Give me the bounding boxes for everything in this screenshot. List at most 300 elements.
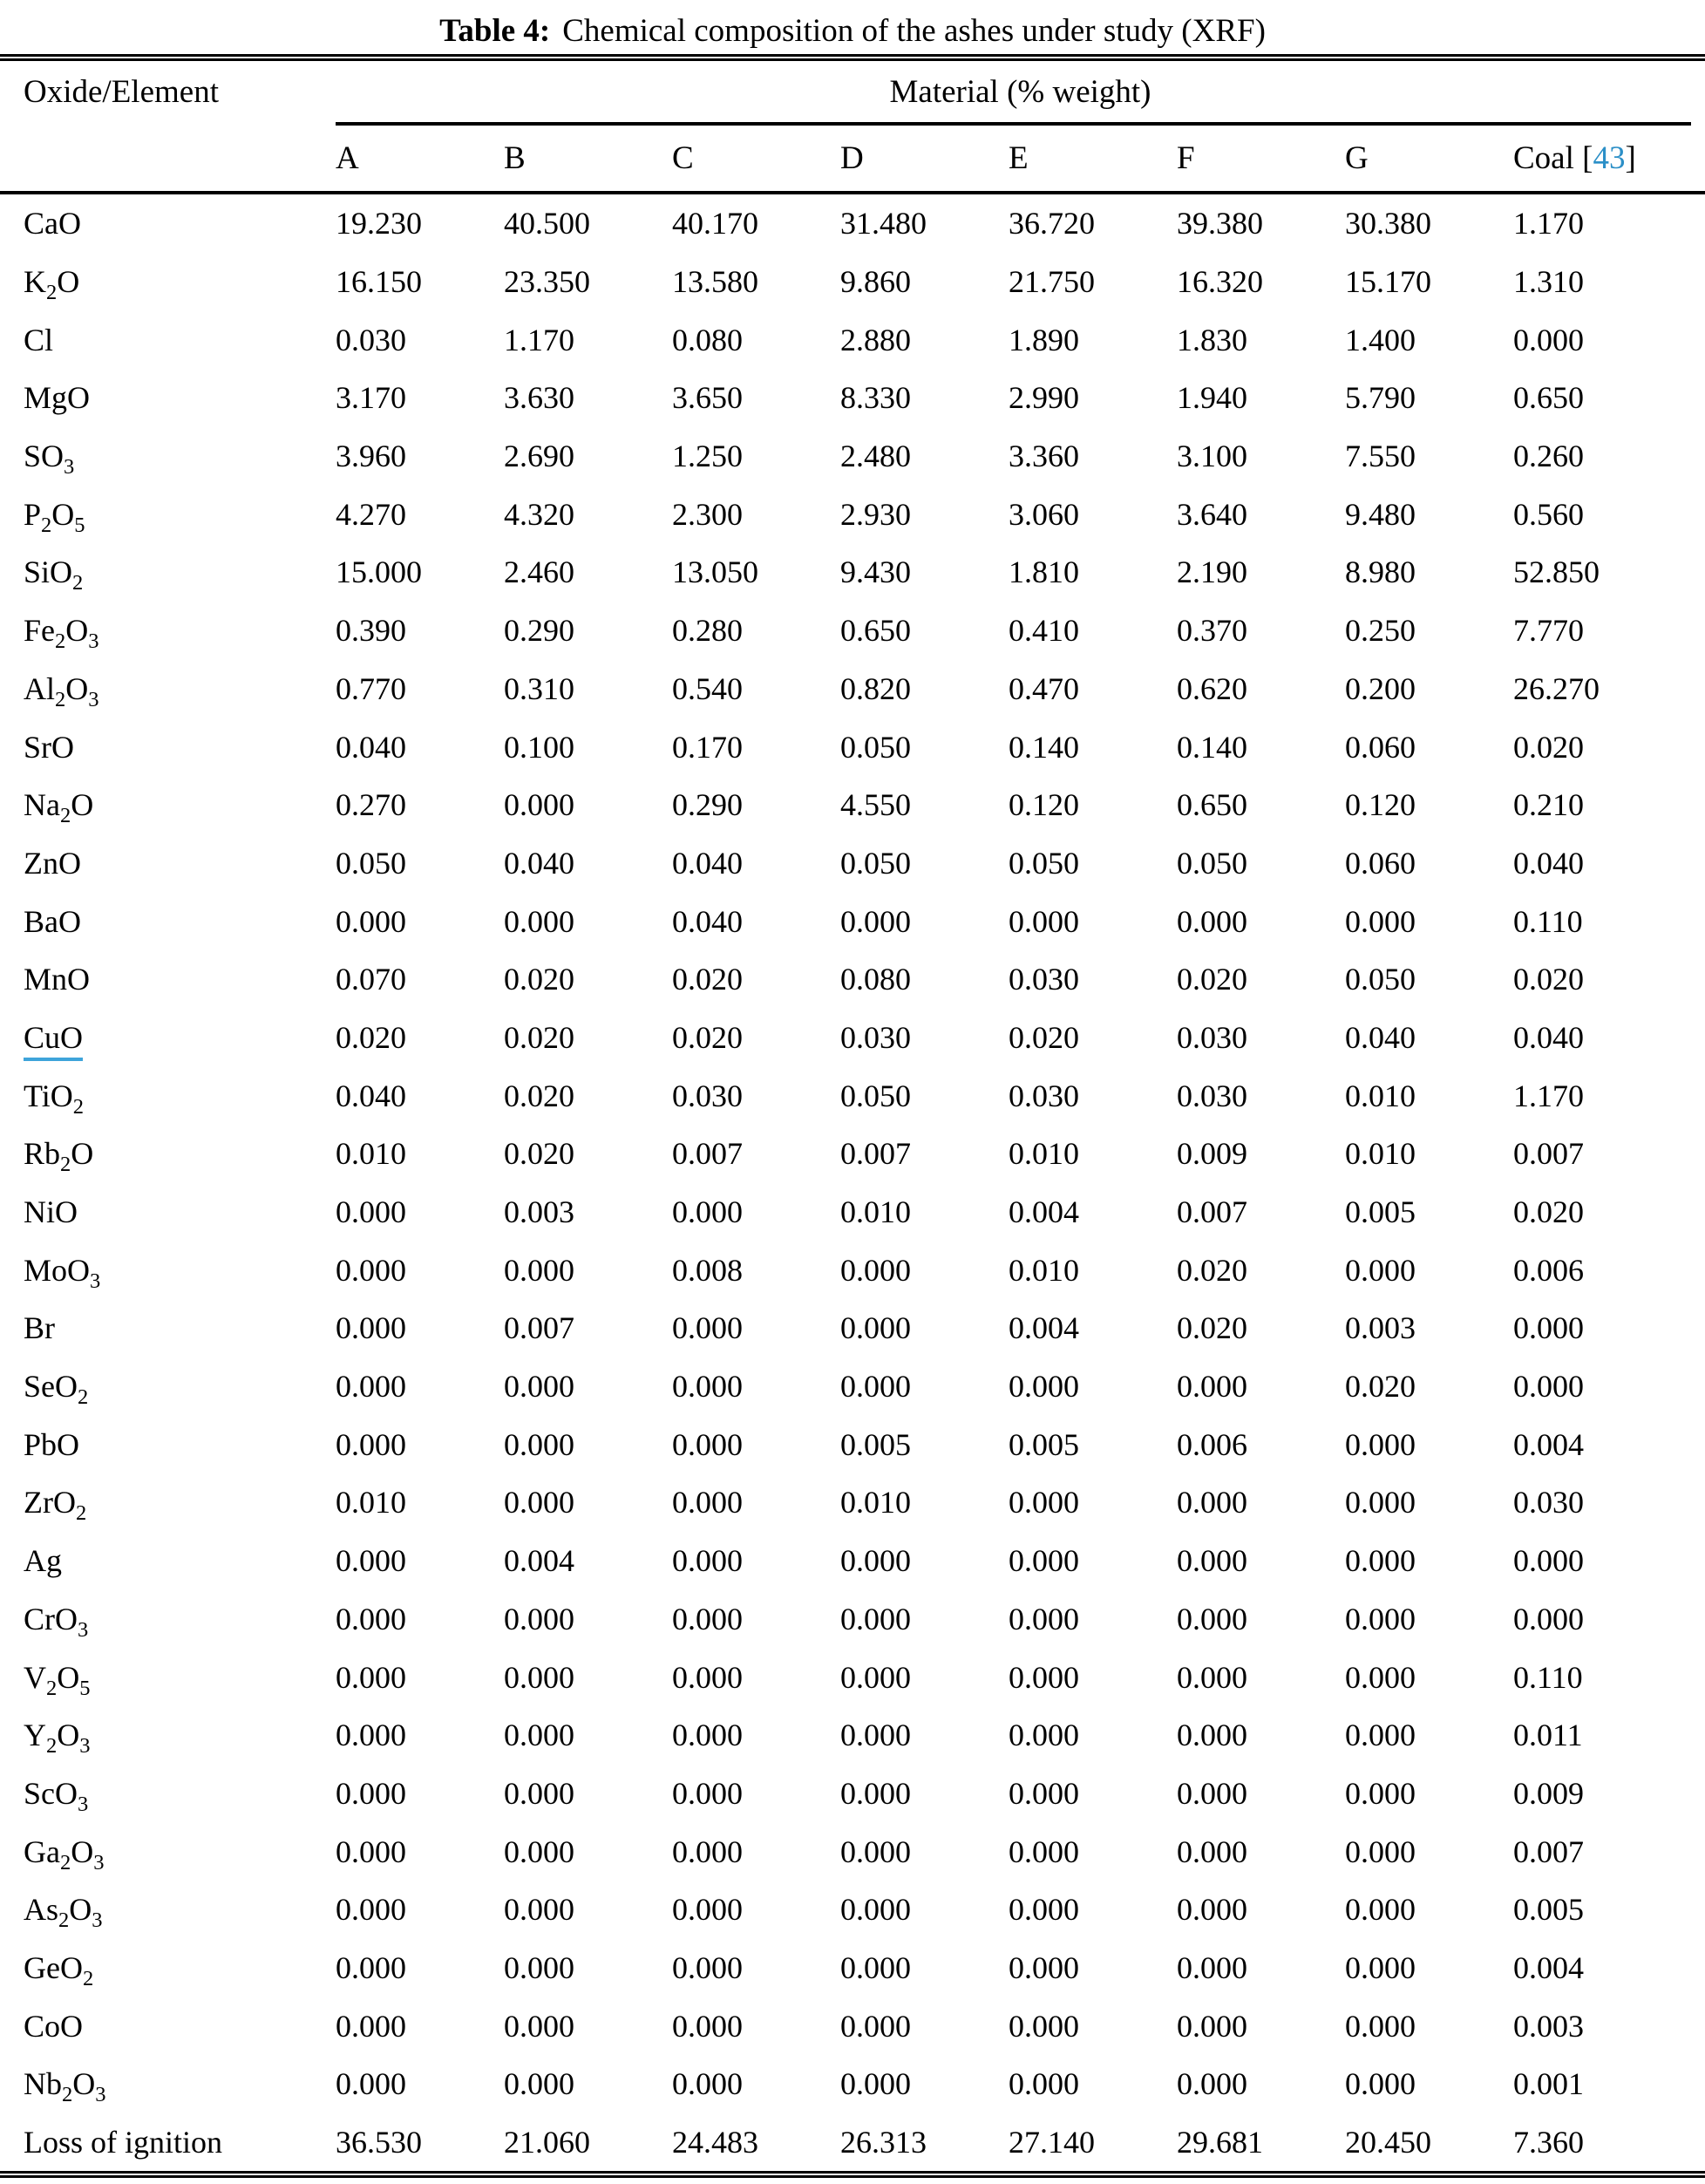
element-formula-cell <box>0 1078 336 1119</box>
table-row <box>0 1822 1705 1881</box>
value-cell: 0.000 <box>840 2008 911 2044</box>
value-cell: 0.030 <box>1177 1078 1247 1113</box>
element-formula-cell <box>0 1659 336 1700</box>
table-row <box>0 427 1705 486</box>
row-header-label: Oxide/Element <box>24 73 219 110</box>
table-row <box>0 1706 1705 1765</box>
value-cell: 0.000 <box>504 1659 574 1695</box>
value-cell: 0.070 <box>336 962 406 997</box>
value-cell: 0.000 <box>1177 1892 1247 1928</box>
value-cell: 3.650 <box>672 380 743 416</box>
value-cell: 0.000 <box>1513 1369 1584 1405</box>
value-cell: 0.000 <box>336 1310 406 1346</box>
value-cell: 0.560 <box>1513 496 1584 532</box>
element-formula: $K_2O$ <box>24 264 80 305</box>
element-formula-cell <box>0 496 336 537</box>
value-cell: 3.100 <box>1177 439 1247 474</box>
value-cell: 0.000 <box>672 1194 743 1230</box>
value-cell: 23.350 <box>504 264 590 300</box>
value-cell: 20.450 <box>1345 2125 1431 2160</box>
value-cell: 0.020 <box>672 1019 743 1055</box>
value-cell: 0.000 <box>1009 1659 1079 1695</box>
table-row <box>0 1881 1705 1939</box>
value-cell: 0.000 <box>336 1718 406 1753</box>
value-cell: 0.620 <box>1177 670 1247 706</box>
value-cell: 0.040 <box>336 729 406 765</box>
top-rule <box>0 54 1705 61</box>
value-cell: 16.320 <box>1177 264 1263 300</box>
value-cell: 1.170 <box>1513 1078 1584 1113</box>
coal-bracket-close: ] <box>1625 140 1636 176</box>
value-cell: 0.000 <box>1345 1718 1416 1753</box>
value-cell: 0.000 <box>1177 903 1247 939</box>
element-formula-cell <box>0 1252 336 1293</box>
value-cell: 1.830 <box>1177 322 1247 357</box>
element-formula-cell <box>0 670 336 712</box>
table-body <box>0 194 1705 2171</box>
value-cell: 0.020 <box>1345 1369 1416 1405</box>
value-cell: 0.006 <box>1177 1426 1247 1462</box>
element-formula-cell <box>0 729 336 765</box>
table-row <box>0 1532 1705 1590</box>
value-cell: 0.000 <box>672 1543 743 1579</box>
value-cell: 0.000 <box>1345 1543 1416 1579</box>
value-cell: 0.770 <box>336 670 406 706</box>
value-cell: 0.020 <box>336 1019 406 1055</box>
element-formula: $As_2O_3$ <box>24 1892 103 1933</box>
value-cell: 0.000 <box>1009 903 1079 939</box>
value-cell: 0.007 <box>1513 1136 1584 1172</box>
value-cell: 3.960 <box>336 439 406 474</box>
value-cell: 9.860 <box>840 264 911 300</box>
value-cell: 0.000 <box>1009 2066 1079 2102</box>
value-cell: 2.990 <box>1009 380 1079 416</box>
table-row <box>0 950 1705 1009</box>
element-formula: CrO$_3$ <box>24 1601 89 1643</box>
value-cell: 0.050 <box>1345 962 1416 997</box>
value-cell: 0.000 <box>504 1601 574 1636</box>
element-formula: Loss of ignition <box>24 2125 223 2160</box>
value-cell: 2.300 <box>672 496 743 532</box>
value-cell: 0.010 <box>1009 1252 1079 1288</box>
value-cell: 0.000 <box>840 1834 911 1869</box>
value-cell: 0.050 <box>840 1078 911 1113</box>
table-row <box>0 310 1705 369</box>
value-cell: 13.050 <box>672 555 758 590</box>
value-cell: 0.000 <box>840 2066 911 2102</box>
value-cell: 0.040 <box>672 845 743 881</box>
value-cell: 0.000 <box>672 1485 743 1521</box>
value-cell: 0.020 <box>504 1078 574 1113</box>
value-cell: 0.000 <box>1345 1834 1416 1869</box>
value-cell: 0.000 <box>336 1949 406 1985</box>
value-cell: 0.000 <box>336 1834 406 1869</box>
element-formula-cell <box>0 1542 336 1579</box>
table-row <box>0 1183 1705 1242</box>
value-cell: 29.681 <box>1177 2125 1263 2160</box>
value-cell: 0.000 <box>1177 1485 1247 1521</box>
table-row <box>0 602 1705 660</box>
value-cell: 2.930 <box>840 496 911 532</box>
value-cell: 0.250 <box>1345 613 1416 649</box>
table-caption-label: Table 4: <box>439 13 551 49</box>
table-row <box>0 1765 1705 1823</box>
element-formula: MgO <box>24 380 91 416</box>
value-cell: 0.040 <box>504 845 574 881</box>
element-formula: $V_2O_5$ <box>24 1659 91 1700</box>
value-cell: 0.000 <box>504 903 574 939</box>
value-cell: 0.006 <box>1513 1252 1584 1288</box>
element-formula: $Fe_2O_3$ <box>24 613 99 654</box>
value-cell: 0.000 <box>336 1369 406 1405</box>
value-cell: 0.000 <box>840 1775 911 1811</box>
bottom-rule <box>0 2171 1705 2178</box>
value-cell: 0.010 <box>336 1485 406 1521</box>
value-cell: 0.270 <box>336 787 406 823</box>
value-cell: 0.000 <box>1345 1775 1416 1811</box>
value-cell: 0.000 <box>1177 1543 1247 1579</box>
value-cell: 0.000 <box>1513 322 1584 357</box>
value-cell: 7.550 <box>1345 439 1416 474</box>
element-formula-cell <box>0 379 336 416</box>
value-cell: 0.260 <box>1513 439 1584 474</box>
value-cell: 0.020 <box>1513 1194 1584 1230</box>
value-cell: 3.170 <box>336 380 406 416</box>
element-formula: TiO$_2$ <box>24 1078 84 1119</box>
element-formula-cell <box>0 1601 336 1643</box>
value-cell: 0.040 <box>672 903 743 939</box>
value-cell: 0.020 <box>1177 1252 1247 1288</box>
value-cell: 0.140 <box>1177 729 1247 765</box>
value-cell: 0.000 <box>1345 1601 1416 1636</box>
column-header-row <box>0 126 1705 191</box>
table-row <box>0 2113 1705 2172</box>
value-cell: 9.430 <box>840 555 911 590</box>
value-cell: 0.000 <box>840 1252 911 1288</box>
value-cell: 2.460 <box>504 555 574 590</box>
value-cell: 4.550 <box>840 787 911 823</box>
value-cell: 0.050 <box>840 845 911 881</box>
value-cell: 0.000 <box>504 1775 574 1811</box>
value-cell: 0.120 <box>1009 787 1079 823</box>
element-formula: PbO <box>24 1426 80 1462</box>
value-cell: 0.000 <box>504 2008 574 2044</box>
value-cell: 0.030 <box>1513 1485 1584 1521</box>
value-cell: 0.000 <box>672 1834 743 1869</box>
value-cell: 1.400 <box>1345 322 1416 357</box>
value-cell: 27.140 <box>1009 2125 1095 2160</box>
value-cell: 0.290 <box>672 787 743 823</box>
element-formula: $Ga_2O_3$ <box>24 1834 105 1874</box>
value-cell: 0.000 <box>672 1601 743 1636</box>
value-cell: 0.020 <box>1513 729 1584 765</box>
value-cell: 0.000 <box>336 1775 406 1811</box>
value-cell: 0.005 <box>1009 1426 1079 1462</box>
table-row <box>0 718 1705 776</box>
value-cell: 0.820 <box>840 670 911 706</box>
column-header-a: A <box>336 140 359 176</box>
value-cell: 0.005 <box>840 1426 911 1462</box>
value-cell: 0.030 <box>1009 1078 1079 1113</box>
value-cell: 0.060 <box>1345 729 1416 765</box>
value-cell: 0.290 <box>504 613 574 649</box>
value-cell: 0.000 <box>504 1892 574 1928</box>
value-cell: 0.000 <box>336 1252 406 1288</box>
value-cell: 0.000 <box>504 787 574 823</box>
value-cell: 0.120 <box>1345 787 1416 823</box>
value-cell: 0.000 <box>1009 1834 1079 1869</box>
element-formula-cell <box>0 1194 336 1230</box>
value-cell: 0.540 <box>672 670 743 706</box>
value-cell: 9.480 <box>1345 496 1416 532</box>
value-cell: 0.004 <box>1513 1426 1584 1462</box>
value-cell: 0.020 <box>1009 1019 1079 1055</box>
value-cell: 19.230 <box>336 206 422 242</box>
table-row <box>0 1590 1705 1649</box>
element-formula-cell <box>0 1775 336 1817</box>
value-cell: 7.360 <box>1513 2125 1584 2160</box>
value-cell: 1.310 <box>1513 264 1584 300</box>
value-cell: 0.000 <box>840 1601 911 1636</box>
value-cell: 0.000 <box>672 2008 743 2044</box>
value-cell: 0.000 <box>1177 1659 1247 1695</box>
value-cell: 36.720 <box>1009 206 1095 242</box>
value-cell: 0.000 <box>1345 1892 1416 1928</box>
element-formula: ZrO$_2$ <box>24 1485 87 1526</box>
value-cell: 0.011 <box>1513 1718 1583 1753</box>
value-cell: 0.001 <box>1513 2066 1584 2102</box>
value-cell: 0.000 <box>1177 1949 1247 1985</box>
element-formula-cell <box>0 263 336 305</box>
value-cell: 15.000 <box>336 555 422 590</box>
value-cell: 0.020 <box>1177 1310 1247 1346</box>
element-formula: $Y_2O_3$ <box>24 1718 91 1759</box>
value-cell: 0.020 <box>504 962 574 997</box>
element-formula: $SO_3$ <box>24 439 75 480</box>
element-formula-cell <box>0 1484 336 1526</box>
value-cell: 0.000 <box>504 1426 574 1462</box>
value-cell: 0.000 <box>1009 1892 1079 1928</box>
value-cell: 0.000 <box>672 1369 743 1405</box>
value-cell: 0.650 <box>1513 380 1584 416</box>
table-row <box>0 1009 1705 1067</box>
value-cell: 0.390 <box>336 613 406 649</box>
value-cell: 0.004 <box>504 1543 574 1579</box>
value-cell: 0.000 <box>840 903 911 939</box>
value-cell: 0.030 <box>1009 962 1079 997</box>
value-cell: 0.007 <box>1513 1834 1584 1869</box>
value-cell: 0.000 <box>840 1949 911 1985</box>
value-cell: 3.630 <box>504 380 574 416</box>
value-cell: 0.000 <box>1177 1834 1247 1869</box>
column-header-b: B <box>504 140 526 176</box>
value-cell: 0.007 <box>840 1136 911 1172</box>
value-cell: 0.170 <box>672 729 743 765</box>
value-cell: 0.000 <box>1009 1718 1079 1753</box>
value-cell: 0.470 <box>1009 670 1079 706</box>
element-formula-cell <box>0 2008 336 2045</box>
element-formula: ZnO <box>24 845 81 881</box>
value-cell: 0.000 <box>336 2066 406 2102</box>
value-cell: 0.370 <box>1177 613 1247 649</box>
element-formula-cell <box>0 903 336 940</box>
value-cell: 0.000 <box>336 2008 406 2044</box>
value-cell: 0.030 <box>336 322 406 357</box>
element-formula-cell <box>0 2065 336 2107</box>
element-formula-cell <box>0 1891 336 1933</box>
value-cell: 0.005 <box>1513 1892 1584 1928</box>
value-cell: 0.000 <box>336 1601 406 1636</box>
value-cell: 0.010 <box>840 1485 911 1521</box>
value-cell: 0.200 <box>1345 670 1416 706</box>
element-formula: SeO$_2$ <box>24 1369 89 1410</box>
value-cell: 0.000 <box>1009 1949 1079 1985</box>
value-cell: 16.150 <box>336 264 422 300</box>
value-cell: 26.313 <box>840 2125 927 2160</box>
value-cell: 0.000 <box>1345 1485 1416 1521</box>
value-cell: 0.000 <box>504 2066 574 2102</box>
value-cell: 0.050 <box>1009 845 1079 881</box>
value-cell: 0.000 <box>1177 2008 1247 2044</box>
element-formula-cell <box>0 1135 336 1177</box>
value-cell: 0.000 <box>840 1369 911 1405</box>
element-formula: SiO$_2$ <box>24 555 84 595</box>
value-cell: 0.007 <box>672 1136 743 1172</box>
value-cell: 0.000 <box>1177 2066 1247 2102</box>
value-cell: 0.000 <box>504 1485 574 1521</box>
element-formula-cell <box>0 612 336 654</box>
value-cell: 3.640 <box>1177 496 1247 532</box>
value-cell: 0.040 <box>1345 1019 1416 1055</box>
value-cell: 0.003 <box>1345 1310 1416 1346</box>
column-header-d: D <box>840 140 864 176</box>
value-cell: 21.060 <box>504 2125 590 2160</box>
value-cell: 0.020 <box>504 1136 574 1172</box>
value-cell: 0.140 <box>1009 729 1079 765</box>
value-cell: 1.940 <box>1177 380 1247 416</box>
value-cell: 0.000 <box>1345 2066 1416 2102</box>
value-cell: 36.530 <box>336 2125 422 2160</box>
column-header-g: G <box>1345 140 1369 176</box>
value-cell: 0.000 <box>672 2066 743 2102</box>
value-cell: 0.000 <box>504 1834 574 1869</box>
value-cell: 0.110 <box>1513 1659 1583 1695</box>
value-cell: 0.000 <box>840 1659 911 1695</box>
element-formula: MoO$_3$ <box>24 1252 101 1293</box>
element-formula: BaO <box>24 903 81 939</box>
value-cell: 0.000 <box>840 1310 911 1346</box>
element-formula: NiO <box>24 1194 78 1230</box>
element-formula-cell <box>0 205 336 242</box>
table-caption-text: Chemical composition of the ashes under study (XRF) <box>562 13 1266 49</box>
table-row <box>0 776 1705 834</box>
element-formula: $Al_2O_3$ <box>24 670 99 712</box>
citation-link-43[interactable]: 43 <box>1593 140 1626 176</box>
value-cell: 2.480 <box>840 439 911 474</box>
value-cell: 0.010 <box>1345 1078 1416 1113</box>
value-cell: 7.770 <box>1513 613 1584 649</box>
value-cell: 0.000 <box>1009 2008 1079 2044</box>
element-formula: Cl <box>24 322 54 357</box>
value-cell: 5.790 <box>1345 380 1416 416</box>
table-row <box>0 1125 1705 1183</box>
value-cell: 0.000 <box>1177 1601 1247 1636</box>
element-formula: $P_2O_5$ <box>24 496 85 537</box>
value-cell: 0.000 <box>504 1252 574 1288</box>
value-cell: 0.210 <box>1513 787 1584 823</box>
value-cell: 0.000 <box>1177 1369 1247 1405</box>
value-cell: 8.980 <box>1345 555 1416 590</box>
value-cell: 0.000 <box>336 1659 406 1695</box>
value-cell: 0.030 <box>1177 1019 1247 1055</box>
element-formula-cell <box>0 322 336 358</box>
value-cell: 0.020 <box>1177 962 1247 997</box>
element-formula: MnO <box>24 962 91 997</box>
element-formula: Br <box>24 1310 55 1346</box>
value-cell: 0.410 <box>1009 613 1079 649</box>
table-row <box>0 1357 1705 1416</box>
value-cell: 0.007 <box>1177 1194 1247 1230</box>
value-cell: 4.320 <box>504 496 574 532</box>
value-cell: 2.690 <box>504 439 574 474</box>
value-cell: 0.000 <box>1009 1543 1079 1579</box>
column-header-c: C <box>672 140 694 176</box>
value-cell: 52.850 <box>1513 555 1600 590</box>
table-row <box>0 1299 1705 1357</box>
value-cell: 0.080 <box>672 322 743 357</box>
table-row <box>0 834 1705 893</box>
table-row <box>0 660 1705 718</box>
table-row <box>0 194 1705 253</box>
value-cell: 0.004 <box>1513 1949 1584 1985</box>
value-cell: 0.000 <box>504 1718 574 1753</box>
element-link[interactable]: CuO <box>24 1020 83 1061</box>
element-formula: ScO$_3$ <box>24 1775 89 1817</box>
value-cell: 1.890 <box>1009 322 1079 357</box>
material-group-header: Material (% weight) <box>889 73 1151 110</box>
table-row <box>0 1241 1705 1299</box>
value-cell: 0.040 <box>1513 845 1584 881</box>
value-cell: 0.004 <box>1009 1194 1079 1230</box>
element-formula: $Na_2O$ <box>24 787 94 828</box>
table-row <box>0 253 1705 311</box>
value-cell: 0.000 <box>336 1194 406 1230</box>
element-formula-cell <box>0 961 336 997</box>
value-cell: 0.000 <box>1513 1310 1584 1346</box>
value-cell: 0.000 <box>840 1718 911 1753</box>
value-cell: 0.005 <box>1345 1194 1416 1230</box>
element-formula-cell <box>0 2124 336 2160</box>
value-cell: 0.000 <box>336 1426 406 1462</box>
value-cell: 0.004 <box>1009 1310 1079 1346</box>
table-row <box>0 2055 1705 2113</box>
value-cell: 26.270 <box>1513 670 1600 706</box>
value-cell: 0.310 <box>504 670 574 706</box>
column-header-coal <box>1513 139 1705 177</box>
value-cell: 0.000 <box>672 1775 743 1811</box>
value-cell: 0.000 <box>1177 1718 1247 1753</box>
element-formula: GeO$_2$ <box>24 1949 94 1991</box>
value-cell: 0.000 <box>672 1659 743 1695</box>
value-cell: 0.000 <box>1513 1601 1584 1636</box>
value-cell: 0.050 <box>336 845 406 881</box>
value-cell: 0.000 <box>1345 1659 1416 1695</box>
value-cell: 40.500 <box>504 206 590 242</box>
value-cell: 0.020 <box>1513 962 1584 997</box>
value-cell: 0.003 <box>1513 2008 1584 2044</box>
table-row <box>0 1939 1705 1997</box>
value-cell: 0.000 <box>1009 1485 1079 1521</box>
